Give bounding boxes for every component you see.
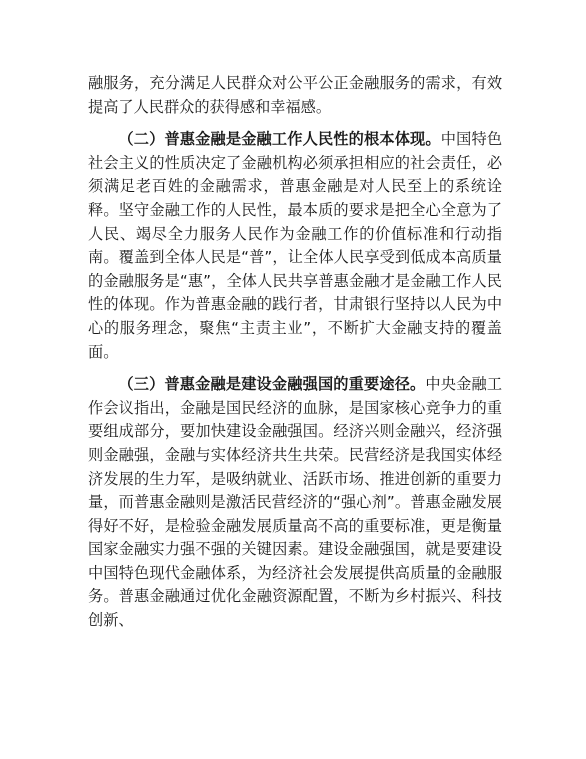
paragraph-2-heading: （二）普惠金融是金融工作人民性的根本体现。	[118, 130, 441, 149]
paragraph-3-text: 中央金融工作会议指出，金融是国民经济的血脉，是国家核心竞争力的重要组成部分，要加快建设金融强国。经济兴则金融兴，经济强则金融强，金融与实体经济共生共荣。民营经济是我国实体经济发展的生力军，是吸纳就业、活跃市场、推进创新的重要力量，而普惠金融则是激活民营经济的“强心剂”。普惠金融发展得好不好，是检验金融发展质量高不高的重要标准，更是衡量国家金融实力强不强的关键因素。建设金融强国，就是要建设中国特色现代金融体系，为经济社会发展提供高质量的金融服务。普惠金融通过优化金融资源配置，不断为乡村振兴、科技创新、	[88, 375, 503, 630]
paragraph-3	[88, 373, 502, 633]
paragraph-1-text: 融服务，充分满足人民群众对公平公正金融服务的需求，有效提高了人民群众的获得感和幸福感。	[88, 74, 502, 116]
paragraph-3-heading: （三）普惠金融是建设金融强国的重要途径。	[118, 375, 426, 394]
paragraph-2-text: 中国特色社会主义的性质决定了金融机构必须承担相应的社会责任，必须满足老百姓的金融需求，普惠金融是对人民至上的系统诠释。坚守金融工作的人民性，最本质的要求是把全心全意为了人民、竭尽全力服务人民作为金融工作的价值标准和行动指南。覆盖到全体人民是“普”，让全体人民享受到低成本高质量的金融服务是“惠”，全体人民共享普惠金融才是金融工作人民性的体现。作为普惠金融的践行者，甘肃银行坚持以人民为中心的服务理念，聚焦“主责主业”，不断扩大金融支持的覆盖面。	[88, 130, 503, 361]
paragraph-1	[88, 72, 502, 119]
paragraph-2	[88, 128, 502, 364]
document-body	[88, 72, 502, 642]
